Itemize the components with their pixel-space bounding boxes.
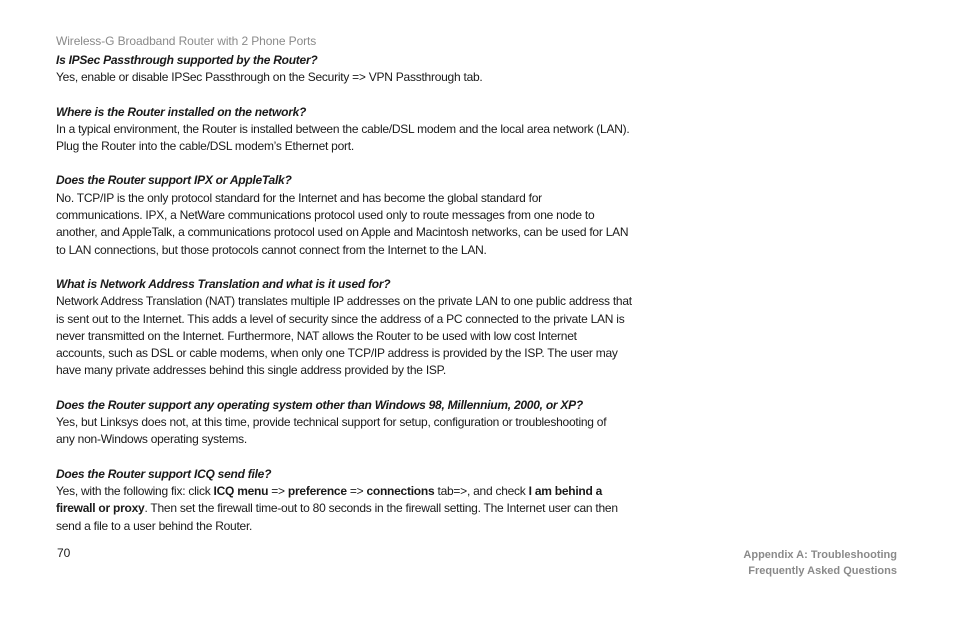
answer-line: accounts, such as DSL or cable modems, when only one TCP/IP address is provided by the ISP. The user may: [56, 346, 618, 361]
faq-item-icq: [56, 466, 661, 535]
faq-answer: [56, 190, 661, 259]
answer-text: . Then set the firewall time-out to 80 seconds in the firewall setting. The Internet user can then: [144, 501, 618, 516]
menu-name-icq-menu: ICQ menu: [213, 483, 269, 498]
answer-text: tab=>, and check: [434, 483, 529, 498]
answer-line: any non-Windows operating systems.: [56, 432, 247, 447]
answer-text: =>: [268, 483, 288, 498]
answer-text: send a file to a user behind the Router.: [56, 518, 253, 533]
faq-question: Does the Router support IPX or AppleTalk?: [56, 173, 292, 188]
faq-question: Does the Router support any operating system other than Windows 98, Millennium, 2000, or XP?: [56, 397, 583, 412]
faq-item-operating-systems: [56, 397, 661, 449]
footer-section-info: [743, 547, 897, 579]
faq-item-nat: [56, 276, 661, 380]
faq-content: [56, 52, 661, 552]
faq-question: Is IPSec Passthrough supported by the Router?: [56, 53, 318, 67]
faq-item-ipx-appletalk: [56, 172, 661, 258]
answer-text: Yes, with the following fix: click: [56, 483, 214, 498]
faq-question: What is Network Address Translation and what is it used for?: [56, 276, 391, 291]
answer-line: Yes, but Linksys does not, at this time, provide technical support for setup, configuration or troubleshooting of: [56, 415, 607, 430]
faq-answer: [56, 483, 661, 535]
answer-text: =>: [346, 483, 367, 498]
page-number: 70: [57, 546, 71, 560]
menu-name-preference: preference: [287, 483, 347, 498]
answer-line: Network Address Translation (NAT) translates multiple IP addresses on the private LAN to one public address that: [56, 294, 632, 309]
faq-answer: [56, 414, 661, 449]
answer-line: communications. IPX, a NetWare communications protocol used only to route messages from one node to: [56, 208, 595, 223]
answer-line: Plug the Router into the cable/DSL modem’s Ethernet port.: [56, 139, 354, 154]
option-name-behind-firewall: I am behind a: [528, 483, 603, 498]
answer-line: No. TCP/IP is the only protocol standard for the Internet and has become the global standard for: [56, 190, 542, 205]
answer-line: In a typical environment, the Router is installed between the cable/DSL modem and the local area network (LAN).: [56, 121, 630, 136]
faq-question: Where is the Router installed on the network?: [56, 104, 307, 119]
answer-line: another, and AppleTalk, a communications protocol used on Apple and Macintosh networks, can be used for LAN: [56, 225, 629, 240]
answer-line: is sent out to the Internet. This adds a level of security since the address of a PC connected to the private LAN is: [56, 311, 625, 326]
option-name-firewall-proxy: firewall or proxy: [56, 501, 145, 516]
faq-answer: Yes, enable or disable IPSec Passthrough on the Security => VPN Passthrough tab.: [56, 70, 483, 85]
running-header: Wireless-G Broadband Router with 2 Phone Ports: [56, 34, 317, 48]
answer-line: have many private addresses behind this single address provided by the ISP.: [56, 363, 446, 378]
faq-answer: [56, 121, 661, 156]
faq-item-installation: [56, 104, 661, 156]
faq-answer: [56, 293, 661, 379]
answer-line: never transmitted on the Internet. Furthermore, NAT allows the Router to be used with low cost Internet: [56, 328, 577, 343]
faq-question: Does the Router support ICQ send file?: [56, 466, 272, 481]
menu-name-connections: connections: [366, 483, 435, 498]
footer-section: Appendix A: Troubleshooting: [743, 549, 897, 561]
answer-line: to LAN connections, but those protocols cannot connect from the Internet to the LAN.: [56, 242, 487, 257]
footer-subsection: Frequently Asked Questions: [748, 565, 897, 577]
faq-item-ipsec: [56, 52, 661, 87]
